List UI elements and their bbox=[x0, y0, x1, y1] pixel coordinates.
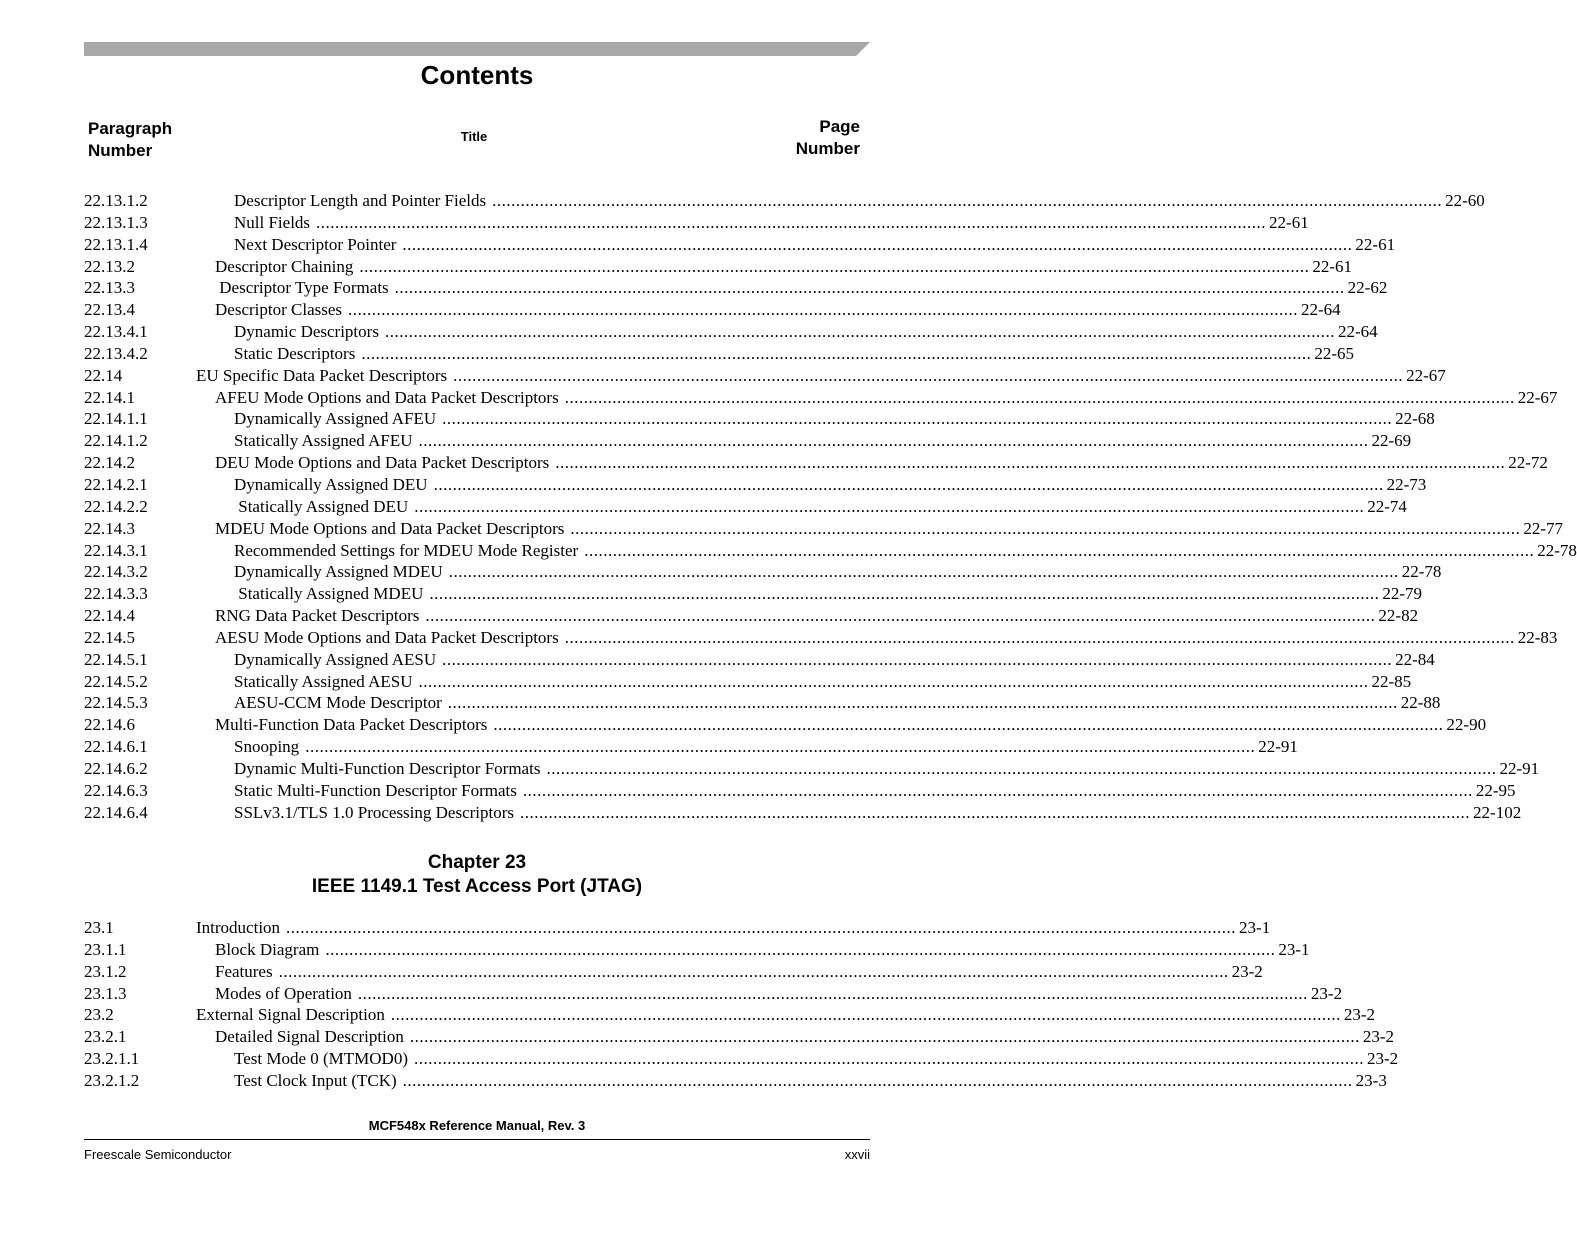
toc-entry[interactable]: 22.14.3.3 Statically Assigned MDEU ........................................................................................................................................................................................................ 22-79 bbox=[84, 584, 1423, 604]
toc-entry-title: Detailed Signal Description bbox=[215, 1027, 404, 1047]
toc-entry-page: 22-61 bbox=[1269, 212, 1309, 232]
toc-entry[interactable]: 22.14.3 MDEU Mode Options and Data Packet Descriptors ........................................................................................................................................................................................................ 22-77 bbox=[84, 518, 1564, 538]
toc-entry-title: Dynamic Multi-Function Descriptor Formats bbox=[234, 758, 541, 778]
dot-leader: ........................................................................................................................................................................................................ bbox=[564, 627, 1515, 647]
toc-entry-page: 22-77 bbox=[1523, 518, 1564, 538]
paragraph-header-line2: Number bbox=[88, 141, 153, 160]
toc-entry-title: Dynamic Descriptors bbox=[234, 322, 379, 342]
toc-entry-page: 22-74 bbox=[1367, 496, 1407, 516]
toc-entry-title: EU Specific Data Packet Descriptors bbox=[196, 365, 448, 385]
toc-entry[interactable]: 22.13.2 Descriptor Chaining ........................................................................................................................................................................................................ 22-61 bbox=[84, 256, 1353, 276]
dot-leader: ........................................................................................................................................................................................................ bbox=[413, 1049, 1364, 1069]
dot-leader: ........................................................................................................................................................................................................ bbox=[564, 387, 1515, 407]
toc-entry[interactable]: 23.2.1.2 Test Clock Input (TCK) ........................................................................................................................................................................................................ 23-3 bbox=[84, 1070, 1387, 1090]
company-name: Freescale Semiconductor bbox=[84, 1147, 232, 1162]
toc-entry[interactable]: 23.1.1 Block Diagram ........................................................................................................................................................................................................ 23-1 bbox=[84, 939, 1310, 959]
dot-leader: ........................................................................................................................................................................................................ bbox=[546, 758, 1497, 778]
toc-entry-title: AESU-CCM Mode Descriptor bbox=[234, 693, 442, 713]
toc-entry-page: 22-61 bbox=[1312, 256, 1353, 276]
toc-entry-title: Descriptor Classes bbox=[215, 300, 343, 320]
toc-entry-title: AESU Mode Options and Data Packet Descriptors bbox=[215, 627, 559, 647]
toc-entry-page: 22-65 bbox=[1314, 343, 1355, 363]
toc-entry-title: Descriptor Length and Pointer Fields bbox=[234, 191, 487, 210]
toc-entry-page: 23-1 bbox=[1278, 939, 1310, 959]
page-number: xxvii bbox=[844, 1147, 870, 1162]
toc-entry-title: External Signal Description bbox=[196, 1005, 385, 1025]
toc-entry-title: Test Clock Input (TCK) bbox=[234, 1070, 397, 1090]
dot-leader: ........................................................................................................................................................................................................ bbox=[448, 562, 1399, 582]
dot-leader: ........................................................................................................................................................................................................ bbox=[357, 983, 1308, 1003]
toc-entry[interactable]: 22.14.6.4 SSLv3.1/TLS 1.0 Processing Descriptors ........................................................................................................................................................................................................ 22-102 bbox=[84, 802, 1522, 822]
dot-leader: ........................................................................................................................................................................................................ bbox=[402, 234, 1353, 254]
dot-leader: ........................................................................................................................................................................................................ bbox=[447, 693, 1398, 713]
dot-leader: ........................................................................................................................................................................................................ bbox=[492, 191, 1443, 210]
toc-entry-page: 22-62 bbox=[1347, 278, 1388, 298]
page-header-line2: Number bbox=[795, 139, 860, 158]
toc-entry[interactable]: 23.1.3 Modes of Operation ........................................................................................................................................................................................................ 23-2 bbox=[84, 983, 1343, 1003]
toc-entry-title: Dynamically Assigned AESU bbox=[234, 649, 437, 669]
toc-entry-title: Recommended Settings for MDEU Mode Register bbox=[234, 540, 579, 560]
toc-entry-title: Static Descriptors bbox=[234, 343, 356, 363]
chapter-heading bbox=[0, 851, 954, 899]
footer-divider bbox=[84, 1139, 870, 1140]
toc-entry[interactable]: 22.14.6 Multi-Function Data Packet Descriptors ........................................................................................................................................................................................................ 22-90 bbox=[84, 715, 1487, 735]
manual-title: MCF548x Reference Manual, Rev. 3 bbox=[368, 1118, 586, 1133]
toc-entry-title: Descriptor Type Formats bbox=[215, 278, 389, 298]
toc-entry-page: 22-78 bbox=[1401, 562, 1442, 582]
toc-entry-title: Block Diagram bbox=[215, 939, 320, 959]
toc-entry-title: Statically Assigned AFEU bbox=[234, 431, 413, 451]
toc-entry[interactable]: 22.14.2.1 Dynamically Assigned DEU ........................................................................................................................................................................................................ 22-73 bbox=[84, 474, 1427, 494]
header-bar bbox=[84, 42, 870, 56]
dot-leader: ........................................................................................................................................................................................................ bbox=[278, 961, 1229, 981]
dot-leader: ........................................................................................................................................................................................................ bbox=[394, 278, 1345, 298]
toc-entry-title: RNG Data Packet Descriptors bbox=[215, 606, 420, 626]
toc-entry[interactable]: 22.14.5.3 AESU-CCM Mode Descriptor ........................................................................................................................................................................................................ 22-88 bbox=[84, 693, 1441, 713]
toc-entry-title: Modes of Operation bbox=[215, 983, 352, 1003]
dot-leader: ........................................................................................................................................................................................................ bbox=[402, 1070, 1353, 1090]
toc-entry-page: 23-2 bbox=[1362, 1027, 1395, 1047]
toc-entry-page: 22-90 bbox=[1446, 715, 1487, 735]
toc-entry-page: 23-1 bbox=[1239, 918, 1271, 937]
toc-entry[interactable]: 22.13.4 Descriptor Classes ........................................................................................................................................................................................................ 22-64 bbox=[84, 300, 1341, 320]
title-header: Title bbox=[460, 129, 488, 144]
toc-entry-page: 23-3 bbox=[1355, 1070, 1387, 1090]
toc-entry-title: Statically Assigned DEU bbox=[234, 496, 409, 516]
toc-entry-page: 22-67 bbox=[1406, 365, 1446, 385]
toc-entry[interactable]: 22.14 EU Specific Data Packet Descriptors ........................................................................................................................................................................................................ 22-67 bbox=[84, 365, 1446, 385]
toc-entry-title: MDEU Mode Options and Data Packet Descriptors bbox=[215, 518, 565, 538]
dot-leader: ........................................................................................................................................................................................................ bbox=[442, 409, 1393, 429]
dot-leader: ........................................................................................................................................................................................................ bbox=[305, 737, 1256, 757]
toc-entry-page: 22-91 bbox=[1258, 737, 1298, 757]
page-number-header bbox=[796, 116, 860, 160]
page-header-line1: Page bbox=[819, 117, 860, 136]
toc-entry[interactable]: 22.13.4.1 Dynamic Descriptors ........................................................................................................................................................................................................ 22-64 bbox=[84, 322, 1378, 342]
toc-entry-page: 22-79 bbox=[1382, 584, 1423, 604]
toc-entry-title: Multi-Function Data Packet Descriptors bbox=[215, 715, 488, 735]
toc-entry-page: 22-64 bbox=[1337, 322, 1378, 342]
toc-entry[interactable]: 22.14.2 DEU Mode Options and Data Packet Descriptors ........................................................................................................................................................................................................ 22-72 bbox=[84, 453, 1548, 473]
toc-entry-page: 22-67 bbox=[1517, 387, 1558, 407]
toc-entry-title: Snooping bbox=[234, 737, 300, 757]
toc-entry[interactable]: 22.13.1.2 Descriptor Length and Pointer Fields ........................................................................................................................................................................................................ 22-60 bbox=[84, 191, 1485, 210]
toc-entry[interactable]: 22.14.1 AFEU Mode Options and Data Packet Descriptors ........................................................................................................................................................................................................ 22-67 bbox=[84, 387, 1558, 407]
dot-leader: ........................................................................................................................................................................................................ bbox=[584, 540, 1535, 560]
toc-entry[interactable]: 22.14.1.2 Statically Assigned AFEU ........................................................................................................................................................................................................ 22-69 bbox=[84, 431, 1412, 451]
toc-entry-page: 22-95 bbox=[1475, 780, 1516, 800]
toc-entry[interactable]: 22.14.2.2 Statically Assigned DEU ........................................................................................................................................................................................................ 22-74 bbox=[84, 496, 1407, 516]
dot-leader: ........................................................................................................................................................................................................ bbox=[409, 1027, 1360, 1047]
toc-entry-title: Statically Assigned AESU bbox=[234, 671, 413, 691]
toc-entry-page: 22-82 bbox=[1378, 606, 1419, 626]
toc-entry-page: 22-78 bbox=[1537, 540, 1577, 560]
page-title: Contents bbox=[420, 60, 534, 90]
toc-entry-title: Next Descriptor Pointer bbox=[234, 234, 397, 254]
toc-entry-title: Statically Assigned MDEU bbox=[234, 584, 424, 604]
toc-entry-page: 22-60 bbox=[1445, 191, 1485, 210]
chapter-number: Chapter 23 bbox=[427, 852, 527, 873]
dot-leader: ........................................................................................................................................................................................................ bbox=[570, 518, 1521, 538]
toc-entry[interactable]: 22.14.4 RNG Data Packet Descriptors ........................................................................................................................................................................................................ 22-82 bbox=[84, 606, 1419, 626]
toc-entry-title: AFEU Mode Options and Data Packet Descriptors bbox=[215, 387, 559, 407]
toc-entry-page: 22-73 bbox=[1386, 474, 1427, 494]
toc-entry-page: 22-83 bbox=[1517, 627, 1558, 647]
toc-entry-page: 23-2 bbox=[1310, 983, 1343, 1003]
toc-entry-title: Descriptor Chaining bbox=[215, 256, 354, 276]
chapter-title: IEEE 1149.1 Test Access Port (JTAG) bbox=[311, 876, 643, 897]
toc-entry-page: 22-64 bbox=[1301, 300, 1341, 320]
dot-leader: ........................................................................................................................................................................................................ bbox=[286, 918, 1237, 937]
toc-entry[interactable]: 23.2.1.1 Test Mode 0 (MTMOD0) ........................................................................................................................................................................................................ 23-2 bbox=[84, 1049, 1399, 1069]
toc-entry[interactable]: 22.14.5.1 Dynamically Assigned AESU ........................................................................................................................................................................................................ 22-84 bbox=[84, 649, 1435, 669]
toc-entry[interactable]: 22.14.5.2 Statically Assigned AESU ........................................................................................................................................................................................................ 22-85 bbox=[84, 671, 1412, 691]
toc-entry-title: Dynamically Assigned MDEU bbox=[234, 562, 443, 582]
dot-leader: ........................................................................................................................................................................................................ bbox=[361, 343, 1312, 363]
toc-entry[interactable]: 22.14.3.1 Recommended Settings for MDEU Mode Register ........................................................................................................................................................................................................ 22-78 bbox=[84, 540, 1577, 560]
toc-entry[interactable]: 22.13.4.2 Static Descriptors ........................................................................................................................................................................................................ 22-65 bbox=[84, 343, 1355, 363]
dot-leader: ........................................................................................................................................................................................................ bbox=[433, 474, 1384, 494]
toc-entry-page: 23-2 bbox=[1343, 1005, 1376, 1025]
toc-entry-title: Introduction bbox=[196, 918, 281, 937]
toc-entry[interactable]: 22.13.1.3 Null Fields ........................................................................................................................................................................................................ 22-61 bbox=[84, 212, 1309, 232]
toc-entry-title: DEU Mode Options and Data Packet Descriptors bbox=[215, 453, 550, 473]
toc-entry-page: 22-72 bbox=[1508, 453, 1548, 473]
toc-entry-page: 22-69 bbox=[1371, 431, 1412, 451]
paragraph-header-line1: Paragraph bbox=[88, 119, 173, 138]
toc-entry-title: SSLv3.1/TLS 1.0 Processing Descriptors bbox=[234, 802, 515, 822]
dot-leader: ........................................................................................................................................................................................................ bbox=[325, 939, 1276, 959]
dot-leader: ........................................................................................................................................................................................................ bbox=[555, 453, 1506, 473]
toc-entry-page: 22-61 bbox=[1355, 234, 1396, 254]
dot-leader: ........................................................................................................................................................................................................ bbox=[429, 584, 1380, 604]
toc-entry[interactable]: 23.1.2 Features ........................................................................................................................................................................................................ 23-2 bbox=[84, 961, 1263, 981]
toc-entry-page: 23-2 bbox=[1366, 1049, 1399, 1069]
toc-entry-page: 22-85 bbox=[1371, 671, 1412, 691]
toc-entry-page: 23-2 bbox=[1231, 961, 1263, 981]
dot-leader: ........................................................................................................................................................................................................ bbox=[442, 649, 1393, 669]
toc-entry[interactable]: 22.14.6.2 Dynamic Multi-Function Descriptor Formats ........................................................................................................................................................................................................ 22-91 bbox=[84, 758, 1540, 778]
toc-section-chapter-22 bbox=[84, 190, 1577, 823]
toc-entry[interactable]: 22.14.6.3 Static Multi-Function Descriptor Formats ........................................................................................................................................................................................................ 22-95 bbox=[84, 780, 1516, 800]
dot-leader: ........................................................................................................................................................................................................ bbox=[359, 256, 1310, 276]
toc-entry-page: 22-68 bbox=[1395, 409, 1435, 429]
toc-entry-title: Dynamically Assigned AFEU bbox=[234, 409, 437, 429]
toc-entry[interactable]: 22.14.3.2 Dynamically Assigned MDEU ........................................................................................................................................................................................................ 22-78 bbox=[84, 562, 1442, 582]
dot-leader: ........................................................................................................................................................................................................ bbox=[316, 212, 1267, 232]
toc-entry-title: Dynamically Assigned DEU bbox=[234, 474, 428, 494]
toc-entry-title: Test Mode 0 (MTMOD0) bbox=[234, 1049, 408, 1069]
toc-entry[interactable]: 23.2 External Signal Description ........................................................................................................................................................................................................ 23-2 bbox=[84, 1005, 1376, 1025]
toc-entry-title: Static Multi-Function Descriptor Formats bbox=[234, 780, 517, 800]
toc-entry-page: 22-102 bbox=[1473, 802, 1522, 822]
dot-leader: ........................................................................................................................................................................................................ bbox=[384, 322, 1335, 342]
toc-section-chapter-23 bbox=[84, 917, 1399, 1092]
toc-entry[interactable]: 22.14.6.1 Snooping ........................................................................................................................................................................................................ 22-91 bbox=[84, 737, 1298, 757]
dot-leader: ........................................................................................................................................................................................................ bbox=[425, 606, 1376, 626]
toc-entry[interactable]: 22.14.5 AESU Mode Options and Data Packet Descriptors ........................................................................................................................................................................................................ 22-83 bbox=[84, 627, 1558, 647]
toc-entry[interactable]: 22.13.3 Descriptor Type Formats ........................................................................................................................................................................................................ 22-62 bbox=[84, 278, 1388, 298]
dot-leader: ........................................................................................................................................................................................................ bbox=[520, 802, 1471, 822]
dot-leader: ........................................................................................................................................................................................................ bbox=[418, 431, 1369, 451]
toc-entry[interactable]: 22.14.1.1 Dynamically Assigned AFEU ........................................................................................................................................................................................................ 22-68 bbox=[84, 409, 1435, 429]
toc-entry[interactable]: 23.1 Introduction ........................................................................................................................................................................................................ 23-1 bbox=[84, 918, 1271, 937]
toc-entry-title: Null Fields bbox=[234, 212, 311, 232]
dot-leader: ........................................................................................................................................................................................................ bbox=[522, 780, 1473, 800]
toc-entry-title: Features bbox=[215, 961, 273, 981]
dot-leader: ........................................................................................................................................................................................................ bbox=[390, 1005, 1341, 1025]
toc-entry-page: 22-88 bbox=[1400, 693, 1441, 713]
dot-leader: ........................................................................................................................................................................................................ bbox=[493, 715, 1444, 735]
dot-leader: ........................................................................................................................................................................................................ bbox=[414, 496, 1365, 516]
toc-entry-page: 22-91 bbox=[1499, 758, 1540, 778]
toc-entry-page: 22-84 bbox=[1395, 649, 1435, 669]
dot-leader: ........................................................................................................................................................................................................ bbox=[348, 300, 1299, 320]
toc-entry[interactable]: 23.2.1 Detailed Signal Description ........................................................................................................................................................................................................ 23-2 bbox=[84, 1027, 1395, 1047]
toc-entry[interactable]: 22.13.1.4 Next Descriptor Pointer ........................................................................................................................................................................................................ 22-61 bbox=[84, 234, 1396, 254]
dot-leader: ........................................................................................................................................................................................................ bbox=[418, 671, 1369, 691]
dot-leader: ........................................................................................................................................................................................................ bbox=[453, 365, 1404, 385]
